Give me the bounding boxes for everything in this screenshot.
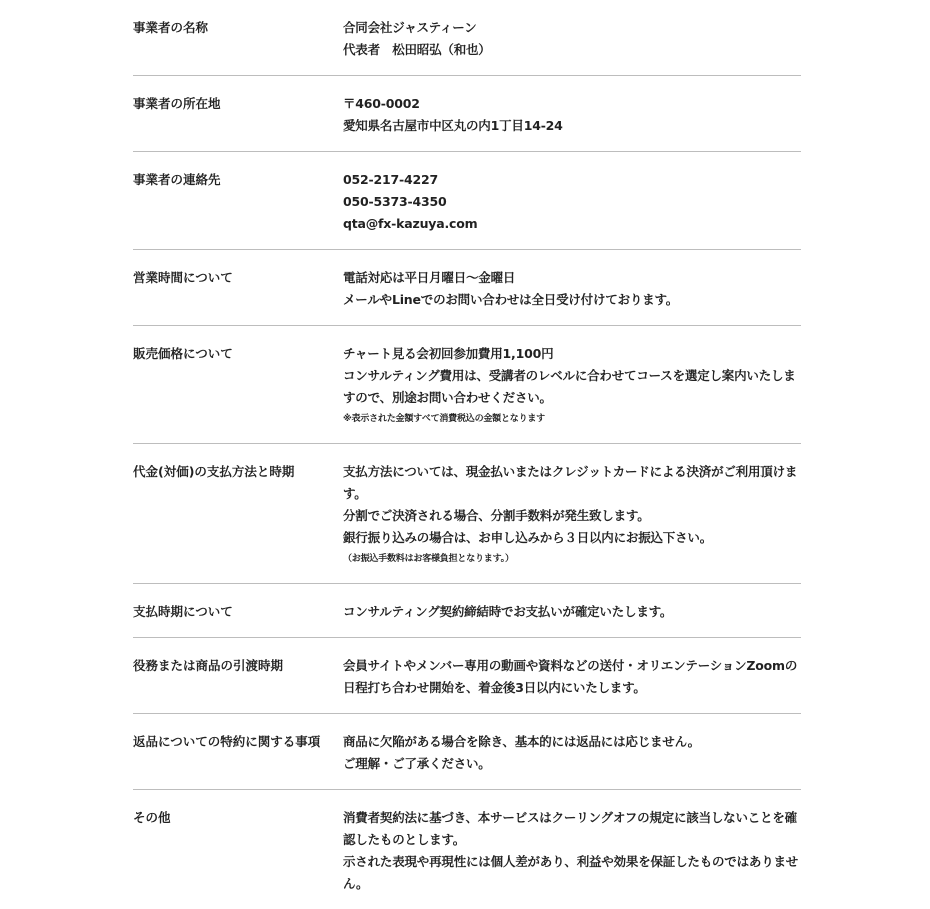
value-line: メールやLineでのお問い合わせは全日受け付けております。 — [343, 292, 679, 307]
value-line: 代表者 松田昭弘（和也） — [343, 42, 491, 57]
price-note: ※表示された金額すべて消費税込の金額となります — [343, 414, 545, 424]
value-line: 支払方法については、現金払いまたはクレジットカードによる決済がご利用頂けます。 — [343, 464, 798, 501]
payment-note: （お振込手数料はお客様負担となります。） — [343, 554, 514, 564]
row-label: 支払時期について — [133, 604, 233, 619]
value-line: チャート見る会初回参加費用1,100円 — [343, 346, 554, 361]
value-line: 合同会社ジャスティーン — [343, 20, 477, 35]
email-address: qta@fx-kazuya.com — [343, 216, 478, 231]
business-info-table — [133, 0, 801, 909]
phone-number: 050-5373-4350 — [343, 194, 447, 209]
row-sales-price — [133, 326, 801, 444]
value-line: 会員サイトやメンバー専用の動画や資料などの送付・オリエンテーションZoomの日程打ち合わせ開始を、着金後3日以内にいたします。 — [343, 658, 798, 695]
value-line: 〒460-0002 — [343, 96, 420, 111]
row-label: 事業者の連絡先 — [133, 172, 221, 187]
row-value — [343, 461, 801, 569]
row-payment-method — [133, 444, 801, 584]
value-line: 示された表現や再現性には個人差があり、利益や効果を保証したものではありません。 — [343, 854, 799, 891]
row-label: 代金(対価)の支払方法と時期 — [133, 464, 295, 479]
row-business-contact — [133, 152, 801, 250]
row-value — [343, 169, 801, 235]
row-label: 事業者の名称 — [133, 20, 209, 35]
row-value — [343, 601, 801, 623]
row-label: 事業者の所在地 — [133, 96, 221, 111]
row-value — [343, 267, 801, 311]
value-line: 分割でご決済される場合、分割手数料が発生致します。 — [343, 508, 650, 523]
row-return-policy — [133, 714, 801, 790]
value-line: 電話対応は平日月曜日～金曜日 — [343, 270, 516, 285]
value-line: コンサルティング費用は、受講者のレベルに合わせてコースを選定し案内いたしますので、別途お問い合わせください。 — [343, 368, 796, 405]
row-value — [343, 807, 801, 895]
row-business-address — [133, 76, 801, 152]
row-value — [343, 93, 801, 137]
row-label: その他 — [133, 810, 171, 825]
row-label: 営業時間について — [133, 270, 233, 285]
row-label: 返品についての特約に関する事項 — [133, 734, 321, 749]
row-label: 販売価格について — [133, 346, 233, 361]
value-line: ご理解・ご了承ください。 — [343, 756, 491, 771]
value-line: 商品に欠陥がある場合を除き、基本的には返品には応じません。 — [343, 734, 700, 749]
row-payment-timing — [133, 584, 801, 638]
row-label: 役務または商品の引渡時期 — [133, 658, 284, 673]
row-value — [343, 343, 801, 429]
row-delivery-timing — [133, 638, 801, 714]
row-other — [133, 790, 801, 909]
row-value — [343, 655, 801, 699]
row-business-hours — [133, 250, 801, 326]
value-line: 愛知県名古屋市中区丸の内1丁目14-24 — [343, 118, 563, 133]
row-value — [343, 17, 801, 61]
row-business-name — [133, 0, 801, 76]
value-line: 銀行振り込みの場合は、お申し込みから３日以内にお振込下さい。 — [343, 530, 713, 545]
phone-number: 052-217-4227 — [343, 172, 438, 187]
value-line: コンサルティング契約締結時でお支払いが確定いたします。 — [343, 604, 673, 619]
row-value — [343, 731, 801, 775]
value-line: 消費者契約法に基づき、本サービスはクーリングオフの規定に該当しないことを確認したものとします。 — [343, 810, 797, 847]
